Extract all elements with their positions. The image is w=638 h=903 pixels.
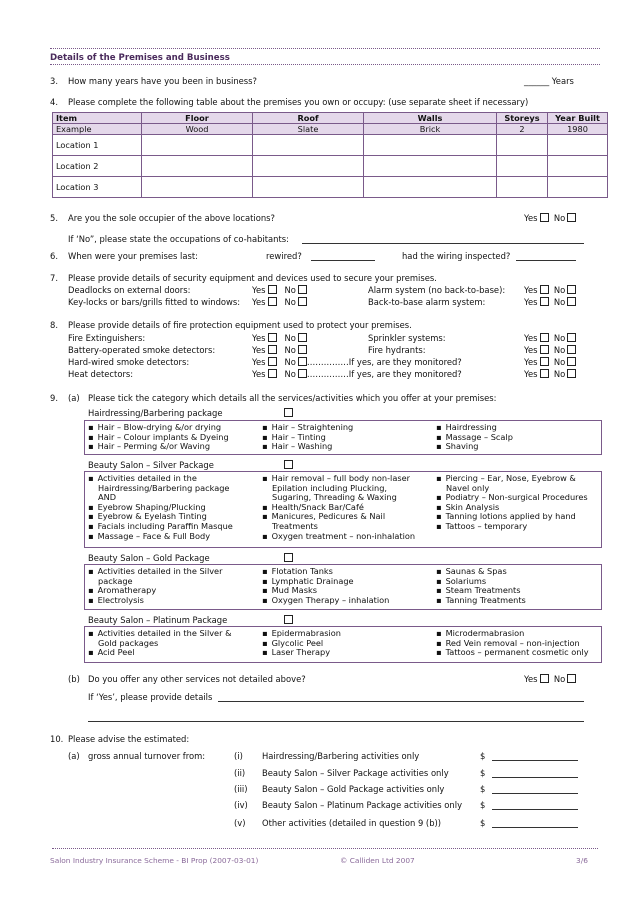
q9b-details-field[interactable] — [218, 692, 584, 702]
package-title: Hairdressing/Barbering package — [88, 408, 223, 418]
yes-label: Yes — [524, 333, 538, 343]
yes-checkbox[interactable] — [540, 297, 549, 306]
q7-alarm: Alarm system (no back-to-base): — [368, 285, 506, 295]
yn-pair — [524, 333, 576, 343]
service-item: ▪ Mud Masks — [262, 586, 389, 596]
yes-checkbox[interactable] — [268, 369, 277, 378]
service-item: ▪ Activities detailed in the Silver — [88, 567, 222, 577]
location-1-storeys[interactable] — [497, 135, 548, 156]
yn-pair — [524, 297, 576, 307]
service-item: ▪ Solariums — [436, 577, 526, 587]
service-item: ▪ Hairdressing — [436, 423, 513, 433]
q5-yes-no — [524, 213, 576, 223]
service-item: ▪ Shaving — [436, 442, 513, 452]
yes-checkbox[interactable] — [268, 297, 277, 306]
service-item: ▪ Hair – Perming &/or Waving — [88, 442, 229, 452]
yn-pair — [524, 345, 576, 355]
no-label: No — [553, 674, 566, 684]
no-label: No — [284, 345, 296, 355]
package-col-2 — [262, 474, 415, 541]
package-col-3 — [436, 629, 589, 658]
turnover-roman: (ii) — [234, 768, 246, 778]
service-item-cont: Sugaring, Threading & Waxing — [272, 492, 397, 503]
package-title: Beauty Salon – Platinum Package — [88, 615, 228, 625]
service-item: ▪ Red Vein removal – non-injection — [436, 639, 589, 649]
package-checkbox[interactable] — [284, 553, 293, 562]
service-item: ▪ Microdermabrasion — [436, 629, 589, 639]
q6-rewired-label: rewired? — [266, 251, 302, 261]
no-label: No — [553, 297, 566, 307]
turnover-label: Beauty Salon – Platinum Package activities only — [262, 800, 463, 810]
no-checkbox[interactable] — [567, 345, 576, 354]
yes-label: Yes — [252, 333, 266, 343]
service-item: ▪ Piercing – Ear, Nose, Eyebrow & — [436, 474, 588, 484]
no-label: No — [284, 369, 296, 379]
q8-extinguishers: Fire Extinguishers: — [68, 333, 146, 343]
q7-deadlocks: Deadlocks on external doors: — [68, 285, 191, 295]
package-col-2 — [262, 423, 353, 452]
yes-label: Yes — [252, 369, 266, 379]
no-label: No — [284, 333, 296, 343]
example-item: Example — [53, 124, 142, 135]
location-2-roof[interactable] — [253, 156, 364, 177]
no-label: No — [553, 345, 566, 355]
q10a-text: gross annual turnover from: — [88, 751, 206, 761]
no-checkbox[interactable] — [567, 213, 576, 222]
q8-heat: Heat detectors: — [68, 369, 134, 379]
service-item: ▪ Tanning lotions applied by hand — [436, 512, 588, 522]
yn-pair — [524, 357, 576, 367]
q9b-if-yes: If ‘Yes’, please provide details — [88, 692, 213, 702]
q3-unit: Years — [551, 76, 574, 86]
no-checkbox[interactable] — [298, 333, 307, 342]
yes-checkbox[interactable] — [540, 357, 549, 366]
no-checkbox[interactable] — [567, 369, 576, 378]
dots: …………… — [306, 369, 349, 379]
no-checkbox[interactable] — [567, 297, 576, 306]
q6-text: When were your premises last: — [68, 251, 198, 261]
no-label: No — [553, 357, 566, 367]
location-2-floor[interactable] — [142, 156, 253, 177]
yes-checkbox[interactable] — [268, 345, 277, 354]
q10-text: Please advise the estimated: — [68, 734, 190, 744]
service-item-cont: Hairdressing/Barbering package — [98, 482, 230, 493]
yes-label: Yes — [252, 345, 266, 355]
location-1-floor[interactable] — [142, 135, 253, 156]
package-col-2 — [262, 567, 389, 605]
service-item: ▪ Tattoos – permanent cosmetic only — [436, 648, 589, 658]
service-item: ▪ Facials including Paraffin Masque — [88, 522, 233, 532]
package-title: Beauty Salon – Silver Package — [88, 460, 214, 470]
q5-if-no: If ‘No”, please state the occupations of co-habitants: — [68, 234, 289, 244]
example-walls: Brick — [364, 124, 497, 135]
q3-text: How many years have you been in business? — [68, 76, 257, 86]
service-item: ▪ Eyebrow & Eyelash Tinting — [88, 512, 233, 522]
service-item: ▪ Health/Snack Bar/Café — [262, 503, 415, 513]
service-item: ▪ Massage – Face & Full Body — [88, 532, 233, 542]
yn-pair — [252, 297, 307, 307]
yes-label: Yes — [524, 345, 538, 355]
location-3-floor[interactable] — [142, 177, 253, 198]
no-checkbox[interactable] — [298, 297, 307, 306]
service-item: ▪ Acid Peel — [88, 648, 231, 658]
yes-checkbox[interactable] — [268, 357, 277, 366]
th-floor: Floor — [142, 113, 253, 124]
yn-pair — [524, 369, 576, 379]
no-label: No — [284, 297, 296, 307]
yes-checkbox[interactable] — [540, 345, 549, 354]
service-item-cont: AND — [98, 492, 117, 503]
location-1-roof[interactable] — [253, 135, 364, 156]
service-item: ▪ Manicures, Pedicures & Nail — [262, 512, 415, 522]
q7-keylocks: Key-locks or bars/grills fitted to windows: — [68, 297, 241, 307]
example-roof: Slate — [253, 124, 364, 135]
turnover-field[interactable] — [492, 818, 578, 828]
package-col-3 — [436, 423, 513, 452]
page-number: 3/6 — [576, 856, 588, 865]
q9b-text: Do you offer any other services not detailed above? — [88, 674, 306, 684]
th-walls: Walls — [364, 113, 497, 124]
turnover-field[interactable] — [492, 768, 578, 778]
no-checkbox[interactable] — [298, 369, 307, 378]
q9b-details-field-2[interactable] — [88, 712, 584, 722]
yes-checkbox[interactable] — [540, 369, 549, 378]
package-checkbox[interactable] — [284, 408, 293, 417]
q8-text: Please provide details of fire protection equipment used to protect your premises. — [68, 320, 412, 330]
th-year-built: Year Built — [548, 113, 608, 124]
yes-label: Yes — [524, 213, 538, 223]
q3-number: 3. — [50, 76, 58, 86]
q7-text: Please provide details of security equipment and devices used to secure your premises. — [68, 273, 437, 283]
th-storeys: Storeys — [497, 113, 548, 124]
q4-number: 4. — [50, 97, 58, 107]
package-col-1 — [88, 629, 231, 658]
monitored-question: If yes, are they monitored? — [348, 357, 462, 367]
turnover-field[interactable] — [492, 751, 578, 761]
no-label: No — [284, 285, 296, 295]
yes-label: Yes — [252, 285, 266, 295]
service-item: ▪ Tanning Treatments — [436, 596, 526, 606]
service-item: ▪ Hair – Tinting — [262, 433, 353, 443]
q6-number: 6. — [50, 251, 58, 261]
service-item: ▪ Lymphatic Drainage — [262, 577, 389, 587]
yes-checkbox[interactable] — [540, 285, 549, 294]
yes-label: Yes — [524, 674, 538, 684]
package-checkbox[interactable] — [284, 460, 293, 469]
footer-rule — [52, 848, 598, 849]
currency-symbol: $ — [480, 800, 486, 810]
package-col-3 — [436, 567, 526, 605]
service-item: ▪ Aromatherapy — [88, 586, 222, 596]
no-checkbox[interactable] — [567, 333, 576, 342]
q8-hydrants: Fire hydrants: — [368, 345, 426, 355]
no-checkbox[interactable] — [298, 357, 307, 366]
service-item: ▪ Tattoos – temporary — [436, 522, 588, 532]
service-item-cont: Navel only — [446, 482, 490, 493]
th-item: Item — [53, 113, 142, 124]
q6-rewired-field[interactable] — [311, 251, 375, 261]
location-3-roof[interactable] — [253, 177, 364, 198]
turnover-label: Hairdressing/Barbering activities only — [262, 751, 420, 761]
service-item: ▪ Electrolysis — [88, 596, 222, 606]
no-label: No — [553, 369, 566, 379]
service-item: ▪ Skin Analysis — [436, 503, 588, 513]
service-item-cont: package — [98, 575, 133, 586]
q8-number: 8. — [50, 320, 58, 330]
yes-checkbox[interactable] — [540, 674, 549, 683]
yes-label: Yes — [524, 357, 538, 367]
service-item: ▪ Massage – Scalp — [436, 433, 513, 443]
dots: …………… — [306, 357, 349, 367]
service-item: ▪ Epidermabrasion — [262, 629, 341, 639]
monitored-question: If yes, are they monitored? — [348, 369, 462, 379]
q7-back-to-base: Back-to-base alarm system: — [368, 297, 486, 307]
no-checkbox[interactable] — [567, 357, 576, 366]
yn-pair — [252, 333, 307, 343]
turnover-label: Beauty Salon – Gold Package activities only — [262, 784, 445, 794]
service-item-cont: Treatments — [272, 520, 318, 531]
yes-label: Yes — [524, 369, 538, 379]
package-col-3 — [436, 474, 588, 532]
location-2-storeys[interactable] — [497, 156, 548, 177]
service-item: ▪ Eyebrow Shaping/Plucking — [88, 503, 233, 513]
turnover-label: Beauty Salon – Silver Package activities only — [262, 768, 449, 778]
q8-battery-smoke: Battery-operated smoke detectors: — [68, 345, 216, 355]
q5-occupations-field[interactable] — [302, 234, 584, 244]
no-label: No — [553, 333, 566, 343]
q9a-text: Please tick the category which details all the services/activities which you offer at your premises: — [88, 393, 497, 403]
turnover-roman: (i) — [234, 751, 243, 761]
yn-monitored-pair — [252, 369, 462, 379]
top-rule — [50, 48, 600, 49]
location-3-walls[interactable] — [364, 177, 497, 198]
service-item-cont: Gold packages — [98, 637, 159, 648]
service-item: ▪ Saunas & Spas — [436, 567, 526, 577]
service-item: ▪ Activities detailed in the — [88, 474, 233, 484]
q9b-yes-no — [524, 674, 576, 684]
service-item-cont: Epilation including Plucking, — [272, 482, 388, 493]
q10-number: 10. — [50, 734, 64, 744]
q9a-label: (a) — [68, 393, 80, 403]
q4-text: Please complete the following table about the premises you own or occupy: (use separate sheet if necessary) — [68, 97, 529, 107]
currency-symbol: $ — [480, 768, 486, 778]
q6-wiring-label: had the wiring inspected? — [402, 251, 511, 261]
yes-checkbox[interactable] — [268, 285, 277, 294]
service-item: ▪ Flotation Tanks — [262, 567, 389, 577]
location-1-walls[interactable] — [364, 135, 497, 156]
yes-label: Yes — [252, 357, 266, 367]
service-item: ▪ Hair – Washing — [262, 442, 353, 452]
yn-pair — [252, 285, 307, 295]
yes-checkbox[interactable] — [268, 333, 277, 342]
example-year: 1980 — [548, 124, 608, 135]
yn-pair — [524, 285, 576, 295]
yn-monitored-pair — [252, 357, 462, 367]
footer-left: Salon Industry Insurance Scheme - BI Prop (2007-03-01) — [50, 856, 259, 865]
turnover-roman: (v) — [234, 818, 246, 828]
yes-label: Yes — [524, 285, 538, 295]
q3-blank: ______ — [524, 76, 550, 86]
service-item: ▪ Oxygen treatment – non-inhalation — [262, 532, 415, 542]
currency-symbol: $ — [480, 751, 486, 761]
q3-years-field[interactable] — [524, 76, 574, 86]
package-col-2 — [262, 629, 341, 658]
q6-wiring-field[interactable] — [516, 251, 576, 261]
no-checkbox[interactable] — [298, 345, 307, 354]
currency-symbol: $ — [480, 818, 486, 828]
turnover-label: Other activities (detailed in question 9 (b)) — [262, 818, 442, 828]
service-item: ▪ Activities detailed in the Silver & — [88, 629, 231, 639]
currency-symbol: $ — [480, 784, 486, 794]
q5-text: Are you the sole occupier of the above locations? — [68, 213, 275, 223]
turnover-roman: (iv) — [234, 800, 248, 810]
footer-center: © Calliden Ltd 2007 — [340, 856, 415, 865]
premises-table — [52, 112, 608, 198]
location-1-year[interactable] — [548, 135, 608, 156]
location-2-walls[interactable] — [364, 156, 497, 177]
section-title: Details of the Premises and Business — [50, 53, 230, 63]
q7-number: 7. — [50, 273, 58, 283]
yes-checkbox[interactable] — [540, 333, 549, 342]
package-col-1 — [88, 474, 233, 541]
th-roof: Roof — [253, 113, 364, 124]
q10a-label: (a) — [68, 751, 80, 761]
no-label: No — [553, 285, 566, 295]
title-rule — [50, 64, 600, 65]
turnover-roman: (iii) — [234, 784, 248, 794]
q5-number: 5. — [50, 213, 58, 223]
location-2-label: Location 2 — [53, 156, 142, 177]
turnover-field[interactable] — [492, 784, 578, 794]
no-label: No — [553, 213, 566, 223]
service-item: ▪ Laser Therapy — [262, 648, 341, 658]
example-floor: Wood — [142, 124, 253, 135]
service-item: ▪ Glycolic Peel — [262, 639, 341, 649]
example-storeys: 2 — [497, 124, 548, 135]
turnover-field[interactable] — [492, 800, 578, 810]
location-3-year[interactable] — [548, 177, 608, 198]
yes-label: Yes — [252, 297, 266, 307]
q9-number: 9. — [50, 393, 58, 403]
service-item: ▪ Oxygen Therapy – inhalation — [262, 596, 389, 606]
no-checkbox[interactable] — [567, 285, 576, 294]
service-item: ▪ Hair removal – full body non-laser — [262, 474, 415, 484]
yn-pair — [252, 345, 307, 355]
service-item: ▪ Podiatry – Non-surgical Procedures — [436, 493, 588, 503]
no-checkbox[interactable] — [567, 674, 576, 683]
no-label: No — [284, 357, 296, 367]
service-item: ▪ Hair – Colour implants & Dyeing — [88, 433, 229, 443]
location-1-label: Location 1 — [53, 135, 142, 156]
no-checkbox[interactable] — [298, 285, 307, 294]
q8-hardwired-smoke: Hard-wired smoke detectors: — [68, 357, 190, 367]
location-3-label: Location 3 — [53, 177, 142, 198]
service-item: ▪ Steam Treatments — [436, 586, 526, 596]
location-2-year[interactable] — [548, 156, 608, 177]
yes-label: Yes — [524, 297, 538, 307]
service-item: ▪ Hair – Straightening — [262, 423, 353, 433]
service-item: ▪ Hair – Blow-drying &/or drying — [88, 423, 229, 433]
package-col-1 — [88, 423, 229, 452]
location-3-storeys[interactable] — [497, 177, 548, 198]
q8-sprinkler: Sprinkler systems: — [368, 333, 446, 343]
yes-checkbox[interactable] — [540, 213, 549, 222]
package-checkbox[interactable] — [284, 615, 293, 624]
package-col-1 — [88, 567, 222, 605]
package-title: Beauty Salon – Gold Package — [88, 553, 210, 563]
q9b-label: (b) — [68, 674, 80, 684]
